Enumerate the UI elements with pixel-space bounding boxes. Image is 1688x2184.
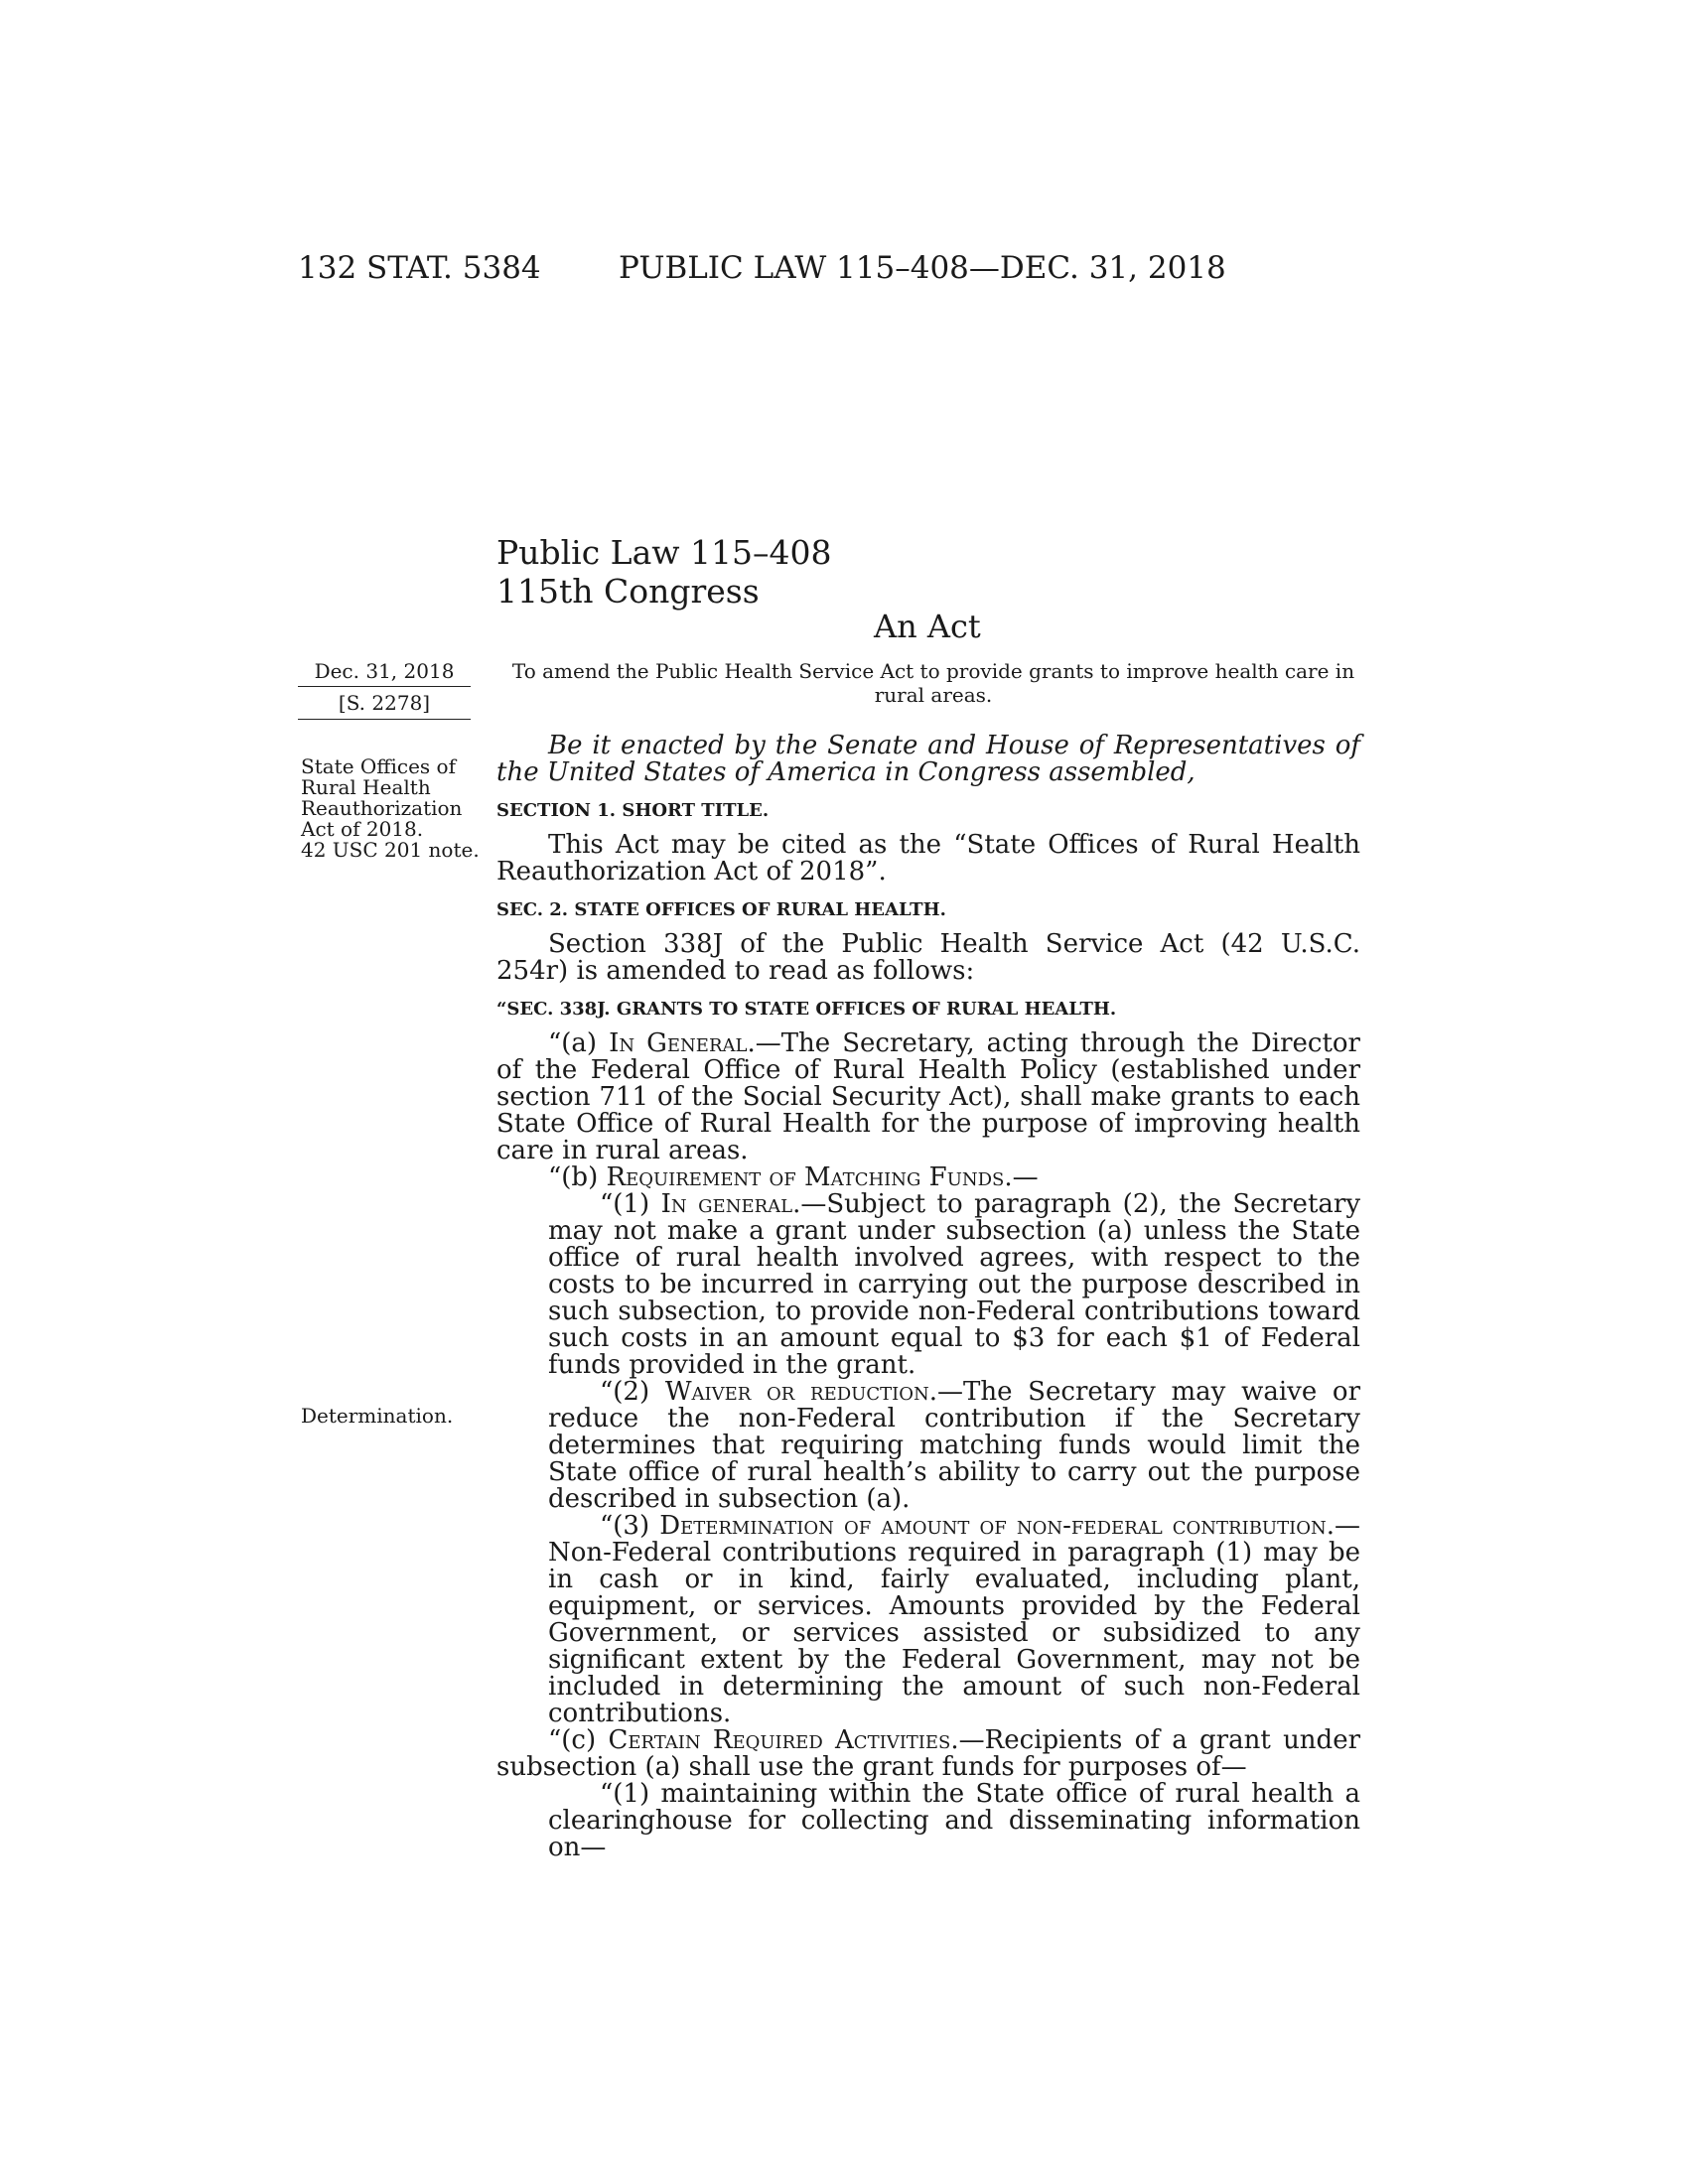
margin-note-short-title bbox=[301, 756, 480, 861]
subsection-c-heading: Certain Required Activities bbox=[608, 1725, 951, 1755]
paragraph-b2-label: “(2) bbox=[600, 1377, 665, 1407]
margin-note-line: Reauthorization bbox=[301, 796, 463, 820]
margin-date-block bbox=[298, 659, 471, 720]
act-title: An Act bbox=[874, 608, 981, 645]
paragraph-b2-text: .—The Secretary may waive or reduce the non-Federal contribution if the Secretary determines that requiring matching funds would limit the State office of rural health’s ability to carry out the purpose described in subsection (a). bbox=[548, 1377, 1360, 1514]
subsection-c bbox=[496, 1727, 1360, 1781]
paragraph-b1 bbox=[496, 1191, 1360, 1379]
public-law-running-title: PUBLIC LAW 115–408—DEC. 31, 2018 bbox=[619, 250, 1226, 286]
subsection-b-text: .— bbox=[1004, 1162, 1039, 1192]
paragraph-b3-label: “(3) bbox=[600, 1511, 660, 1541]
public-law-number: Public Law 115–408 bbox=[496, 533, 832, 572]
enacting-clause: Be it enacted by the Senate and House of Representatives of the United States of America in Congress assembled, bbox=[496, 731, 1360, 787]
subsection-b-label: “(b) bbox=[548, 1162, 607, 1192]
paragraph-b2 bbox=[496, 1379, 1360, 1513]
subsection-c-label: “(c) bbox=[548, 1725, 609, 1755]
margin-note-line: 42 USC 201 note. bbox=[301, 838, 480, 862]
subsection-a-heading: In General bbox=[609, 1028, 748, 1058]
enactment-date: Dec. 31, 2018 bbox=[298, 659, 471, 687]
long-title: To amend the Public Health Service Act to provide grants to improve health care in rural areas. bbox=[511, 659, 1355, 707]
margin-note-line: State Offices of bbox=[301, 754, 456, 778]
paragraph-b3-heading: Determination of amount of non-federal contribution bbox=[659, 1511, 1327, 1541]
subsection-a bbox=[496, 1030, 1360, 1164]
paragraph-b3 bbox=[496, 1513, 1360, 1727]
subsection-b bbox=[496, 1164, 1360, 1191]
margin-note-line: Rural Health bbox=[301, 775, 431, 799]
paragraph-b1-label: “(1) bbox=[600, 1189, 661, 1219]
margin-note-line: Act of 2018. bbox=[301, 817, 424, 841]
section-1-text: This Act may be cited as the “State Offices of Rural Health Reauthorization Act of 2018”. bbox=[496, 830, 1360, 887]
section-1-heading: SECTION 1. SHORT TITLE. bbox=[496, 800, 770, 821]
paragraph-c1: “(1) maintaining within the State office of rural health a clearinghouse for collecting and disseminating information on— bbox=[548, 1779, 1360, 1862]
paragraph-b2-heading: Waiver or reduction bbox=[664, 1377, 929, 1407]
margin-note-determination: Determination. bbox=[301, 1404, 454, 1428]
section-2-heading: SEC. 2. STATE OFFICES OF RURAL HEALTH. bbox=[496, 899, 946, 920]
subsection-a-label: “(a) bbox=[548, 1028, 610, 1058]
public-law-block bbox=[496, 533, 831, 611]
subsection-b-heading: Requirement of Matching Funds bbox=[606, 1162, 1005, 1192]
subsection-a-text: .—The Secretary, acting through the Director of the Federal Office of Rural Health Policy (established under section 711 of the Social Security Act), shall make grants to each State Office of Rural Health for the purpose of improving health care in rural areas. bbox=[496, 1028, 1360, 1165]
paragraph-b1-text: .—Subject to paragraph (2), the Secretary may not make a grant under subsection (a) unless the State office of rural health involved agrees, with respect to the costs to be incurred in carrying out the purpose described in such subsection, to provide non-Federal contributions toward such costs in an amount equal to $3 for each $1 of Federal funds provided in the grant. bbox=[548, 1189, 1361, 1380]
paragraph-b3-text: .—Non-Federal contributions required in paragraph (1) may be in cash or in kind, fairly evaluated, including plant, equipment, or services. Amounts provided by the Federal Government, or services assisted or subsidized to any significant extent by the Federal Government, may not be included in determining the amount of such non-Federal contributions. bbox=[548, 1511, 1360, 1728]
section-338j-heading: “SEC. 338J. GRANTS TO STATE OFFICES OF RURAL HEALTH. bbox=[496, 999, 1117, 1020]
section-2-text: Section 338J of the Public Health Service Act (42 U.S.C. 254r) is amended to read as follows: bbox=[496, 929, 1360, 986]
bill-number: [S. 2278] bbox=[298, 687, 471, 720]
statute-page-number: 132 STAT. 5384 bbox=[298, 250, 541, 286]
paragraph-b1-heading: In general bbox=[660, 1189, 793, 1219]
congress-number: 115th Congress bbox=[496, 572, 760, 611]
subsection-c-text: .—Recipients of a grant under subsection (a) shall use the grant funds for purposes of— bbox=[496, 1725, 1361, 1782]
act-body bbox=[496, 733, 1360, 1861]
